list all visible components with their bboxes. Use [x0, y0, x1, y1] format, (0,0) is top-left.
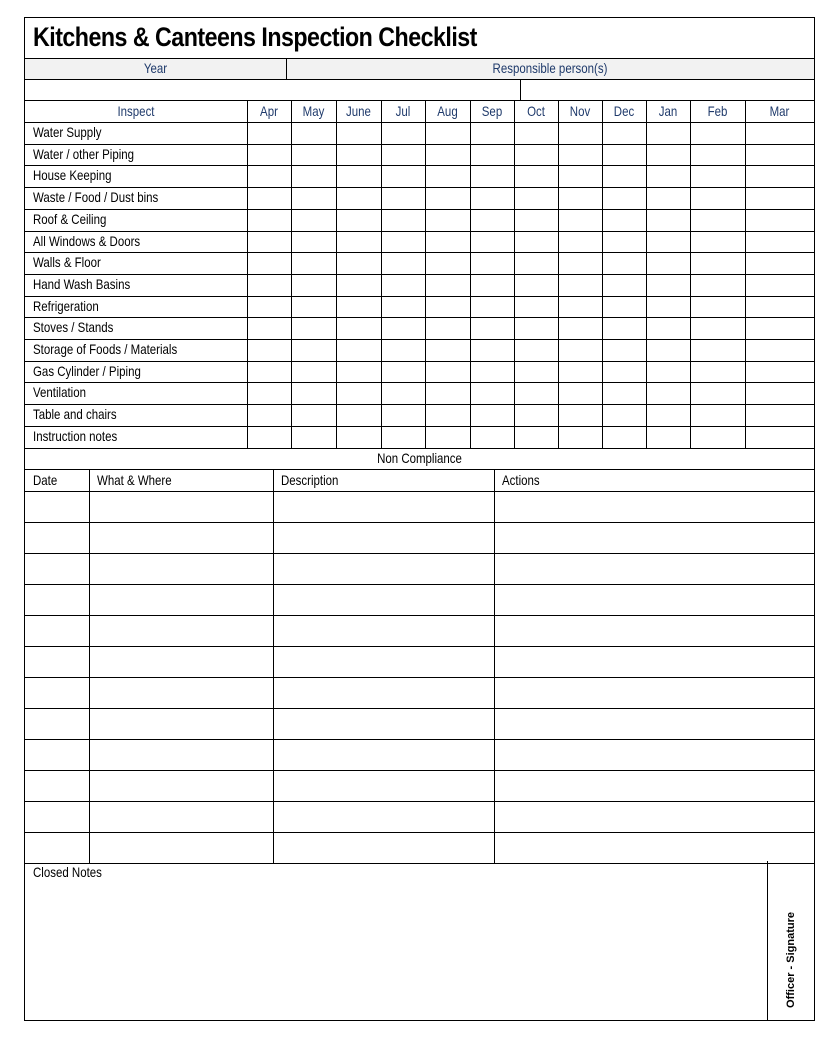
check-cell[interactable]	[291, 361, 336, 383]
check-cell[interactable]	[425, 231, 470, 253]
check-cell[interactable]	[690, 165, 745, 187]
nc-cell[interactable]	[494, 739, 814, 770]
checklist-item-label: Storage of Foods / Materials	[33, 341, 178, 357]
check-cell[interactable]	[291, 187, 336, 209]
checklist-item-label: Ventilation	[33, 384, 86, 401]
nc-cell[interactable]	[273, 770, 494, 801]
check-cell[interactable]	[514, 274, 558, 296]
check-cell[interactable]	[470, 317, 514, 339]
check-cell[interactable]	[381, 404, 425, 426]
nc-cell[interactable]	[25, 522, 89, 553]
nc-cell[interactable]	[25, 801, 89, 832]
check-cell[interactable]	[247, 317, 291, 339]
check-cell[interactable]	[745, 426, 814, 448]
check-cell[interactable]	[336, 209, 381, 231]
check-cell[interactable]	[646, 165, 690, 187]
check-cell[interactable]	[690, 274, 745, 296]
check-cell[interactable]	[558, 252, 602, 274]
check-cell[interactable]	[690, 187, 745, 209]
check-cell[interactable]	[690, 361, 745, 383]
check-cell[interactable]	[514, 187, 558, 209]
nc-actions-header: Actions	[502, 472, 540, 488]
check-cell[interactable]	[247, 252, 291, 274]
nc-cell[interactable]	[89, 522, 273, 553]
nc-cell[interactable]	[273, 739, 494, 770]
check-cell[interactable]	[425, 165, 470, 187]
responsible-field[interactable]	[520, 79, 814, 100]
nc-cell[interactable]	[494, 615, 814, 646]
check-cell[interactable]	[646, 404, 690, 426]
check-cell[interactable]	[602, 122, 646, 144]
check-cell[interactable]	[247, 274, 291, 296]
check-cell[interactable]	[247, 187, 291, 209]
check-cell[interactable]	[558, 122, 602, 144]
inspect-header: Inspect	[117, 103, 155, 119]
check-cell[interactable]	[514, 252, 558, 274]
check-cell[interactable]	[514, 317, 558, 339]
check-cell[interactable]	[425, 404, 470, 426]
checklist-item-label: Roof & Ceiling	[33, 210, 107, 227]
check-cell[interactable]	[745, 404, 814, 426]
check-cell[interactable]	[247, 339, 291, 361]
nc-cell[interactable]	[25, 646, 89, 677]
nc-cell[interactable]	[89, 708, 273, 739]
nc-cell[interactable]	[25, 708, 89, 739]
check-cell[interactable]	[336, 382, 381, 404]
nc-cell[interactable]	[25, 770, 89, 801]
nc-cell[interactable]	[273, 832, 494, 863]
check-cell[interactable]	[602, 317, 646, 339]
check-cell[interactable]	[646, 317, 690, 339]
check-cell[interactable]	[291, 274, 336, 296]
check-cell[interactable]	[470, 404, 514, 426]
check-cell[interactable]	[745, 317, 814, 339]
nc-cell[interactable]	[494, 522, 814, 553]
check-cell[interactable]	[470, 165, 514, 187]
inspection-sheet	[24, 17, 815, 1021]
month-header-aug: Aug	[437, 103, 458, 119]
nc-cell[interactable]	[494, 553, 814, 584]
check-cell[interactable]	[690, 144, 745, 166]
checklist-item-label: House Keeping	[33, 167, 112, 184]
nc-cell[interactable]	[273, 677, 494, 708]
check-cell[interactable]	[745, 382, 814, 404]
nc-cell[interactable]	[25, 615, 89, 646]
checklist-item-label: Walls & Floor	[33, 254, 101, 271]
check-cell[interactable]	[558, 209, 602, 231]
year-field[interactable]	[25, 79, 520, 100]
checklist-item-label: Water / other Piping	[33, 145, 135, 162]
check-cell[interactable]	[425, 144, 470, 166]
checklist-item-label: Stoves / Stands	[33, 319, 114, 336]
nc-cell[interactable]	[25, 677, 89, 708]
check-cell[interactable]	[646, 231, 690, 253]
check-cell[interactable]	[514, 339, 558, 361]
check-cell[interactable]	[291, 165, 336, 187]
check-cell[interactable]	[425, 122, 470, 144]
nc-date-header: Date	[33, 472, 58, 488]
month-header-may: May	[302, 103, 325, 119]
check-cell[interactable]	[745, 231, 814, 253]
check-cell[interactable]	[514, 165, 558, 187]
check-cell[interactable]	[602, 382, 646, 404]
check-cell[interactable]	[514, 404, 558, 426]
check-cell[interactable]	[381, 144, 425, 166]
check-cell[interactable]	[336, 122, 381, 144]
check-cell[interactable]	[336, 339, 381, 361]
check-cell[interactable]	[690, 209, 745, 231]
check-cell[interactable]	[425, 361, 470, 383]
check-cell[interactable]	[336, 426, 381, 448]
nc-cell[interactable]	[89, 739, 273, 770]
nc-cell[interactable]	[89, 801, 273, 832]
nc-cell[interactable]	[89, 491, 273, 522]
check-cell[interactable]	[381, 187, 425, 209]
check-cell[interactable]	[470, 209, 514, 231]
check-cell[interactable]	[381, 209, 425, 231]
check-cell[interactable]	[558, 144, 602, 166]
nc-cell[interactable]	[273, 646, 494, 677]
check-cell[interactable]	[745, 339, 814, 361]
check-cell[interactable]	[514, 209, 558, 231]
check-cell[interactable]	[646, 339, 690, 361]
closed-notes-label: Closed Notes	[33, 864, 102, 880]
check-cell[interactable]	[690, 404, 745, 426]
check-cell[interactable]	[336, 252, 381, 274]
check-cell[interactable]	[745, 361, 814, 383]
check-cell[interactable]	[381, 274, 425, 296]
check-cell[interactable]	[514, 296, 558, 318]
check-cell[interactable]	[558, 426, 602, 448]
check-cell[interactable]	[336, 296, 381, 318]
check-cell[interactable]	[470, 426, 514, 448]
check-cell[interactable]	[291, 144, 336, 166]
check-cell[interactable]	[291, 296, 336, 318]
check-cell[interactable]	[646, 296, 690, 318]
check-cell[interactable]	[646, 252, 690, 274]
nc-cell[interactable]	[89, 832, 273, 863]
nc-cell[interactable]	[494, 708, 814, 739]
check-cell[interactable]	[470, 187, 514, 209]
check-cell[interactable]	[602, 404, 646, 426]
check-cell[interactable]	[646, 144, 690, 166]
check-cell[interactable]	[381, 122, 425, 144]
check-cell[interactable]	[336, 231, 381, 253]
nc-cell[interactable]	[89, 584, 273, 615]
check-cell[interactable]	[646, 122, 690, 144]
check-cell[interactable]	[381, 317, 425, 339]
nc-cell[interactable]	[273, 584, 494, 615]
check-cell[interactable]	[247, 122, 291, 144]
month-header-jan: Jan	[658, 103, 678, 119]
check-cell[interactable]	[470, 252, 514, 274]
nc-cell[interactable]	[273, 801, 494, 832]
check-cell[interactable]	[336, 361, 381, 383]
check-cell[interactable]	[690, 296, 745, 318]
check-cell[interactable]	[646, 187, 690, 209]
nc-cell[interactable]	[273, 522, 494, 553]
check-cell[interactable]	[247, 361, 291, 383]
check-cell[interactable]	[558, 274, 602, 296]
nc-cell[interactable]	[273, 615, 494, 646]
nc-cell[interactable]	[273, 491, 494, 522]
check-cell[interactable]	[381, 165, 425, 187]
month-header-oct: Oct	[527, 103, 545, 119]
check-cell[interactable]	[336, 144, 381, 166]
nc-cell[interactable]	[89, 677, 273, 708]
nc-cell[interactable]	[494, 584, 814, 615]
check-cell[interactable]	[336, 404, 381, 426]
check-cell[interactable]	[381, 339, 425, 361]
check-cell[interactable]	[745, 296, 814, 318]
check-cell[interactable]	[514, 426, 558, 448]
nc-cell[interactable]	[494, 770, 814, 801]
check-cell[interactable]	[425, 296, 470, 318]
check-cell[interactable]	[646, 209, 690, 231]
check-cell[interactable]	[291, 339, 336, 361]
responsible-label: Responsible person(s)	[492, 60, 608, 76]
check-cell[interactable]	[247, 144, 291, 166]
non-compliance-title: Non Compliance	[377, 450, 462, 466]
check-cell[interactable]	[558, 187, 602, 209]
nc-cell[interactable]	[25, 739, 89, 770]
month-header-apr: Apr	[260, 103, 278, 119]
check-cell[interactable]	[602, 187, 646, 209]
page-title: Kitchens & Canteens Inspection Checklist	[33, 22, 477, 52]
check-cell[interactable]	[336, 274, 381, 296]
check-cell[interactable]	[425, 426, 470, 448]
check-cell[interactable]	[602, 231, 646, 253]
check-cell[interactable]	[381, 382, 425, 404]
nc-cell[interactable]	[494, 677, 814, 708]
check-cell[interactable]	[745, 274, 814, 296]
nc-cell[interactable]	[25, 832, 89, 863]
check-cell[interactable]	[247, 426, 291, 448]
check-cell[interactable]	[558, 404, 602, 426]
check-cell[interactable]	[602, 165, 646, 187]
check-cell[interactable]	[291, 209, 336, 231]
check-cell[interactable]	[602, 144, 646, 166]
check-cell[interactable]	[514, 382, 558, 404]
check-cell[interactable]	[646, 274, 690, 296]
check-cell[interactable]	[425, 252, 470, 274]
checklist-item-label: Instruction notes	[33, 427, 118, 444]
nc-what-where-header: What & Where	[97, 472, 172, 488]
check-cell[interactable]	[602, 426, 646, 448]
check-cell[interactable]	[690, 122, 745, 144]
check-cell[interactable]	[425, 317, 470, 339]
checklist-item-label: Gas Cylinder / Piping	[33, 362, 141, 379]
nc-cell[interactable]	[494, 491, 814, 522]
check-cell[interactable]	[558, 361, 602, 383]
check-cell[interactable]	[381, 231, 425, 253]
check-cell[interactable]	[745, 187, 814, 209]
nc-cell[interactable]	[494, 801, 814, 832]
check-cell[interactable]	[514, 361, 558, 383]
check-cell[interactable]	[558, 382, 602, 404]
check-cell[interactable]	[291, 231, 336, 253]
check-cell[interactable]	[745, 122, 814, 144]
check-cell[interactable]	[291, 404, 336, 426]
check-cell[interactable]	[381, 361, 425, 383]
nc-cell[interactable]	[89, 770, 273, 801]
check-cell[interactable]	[690, 252, 745, 274]
check-cell[interactable]	[291, 122, 336, 144]
check-cell[interactable]	[336, 317, 381, 339]
month-header-sep: Sep	[481, 103, 503, 119]
nc-cell[interactable]	[25, 491, 89, 522]
check-cell[interactable]	[247, 296, 291, 318]
year-label: Year	[143, 60, 168, 76]
month-header-dec: Dec	[613, 103, 635, 119]
check-cell[interactable]	[558, 296, 602, 318]
check-cell[interactable]	[470, 122, 514, 144]
check-cell[interactable]	[745, 144, 814, 166]
checklist-item-label: Refrigeration	[33, 297, 99, 314]
month-header-jul: Jul	[395, 103, 411, 119]
check-cell[interactable]	[690, 382, 745, 404]
check-cell[interactable]	[247, 165, 291, 187]
check-cell[interactable]	[558, 165, 602, 187]
check-cell[interactable]	[470, 361, 514, 383]
check-cell[interactable]	[602, 209, 646, 231]
officer-signature-box[interactable]	[767, 900, 815, 1020]
check-cell[interactable]	[336, 165, 381, 187]
checklist-item-label: All Windows & Doors	[33, 232, 141, 249]
check-cell[interactable]	[690, 231, 745, 253]
check-cell[interactable]	[470, 296, 514, 318]
check-cell[interactable]	[602, 361, 646, 383]
nc-cell[interactable]	[494, 646, 814, 677]
nc-cell[interactable]	[273, 553, 494, 584]
check-cell[interactable]	[425, 382, 470, 404]
check-cell[interactable]	[247, 209, 291, 231]
nc-cell[interactable]	[25, 584, 89, 615]
check-cell[interactable]	[291, 317, 336, 339]
month-header-feb: Feb	[707, 103, 728, 119]
check-cell[interactable]	[646, 361, 690, 383]
check-cell[interactable]	[425, 209, 470, 231]
check-cell[interactable]	[247, 382, 291, 404]
nc-cell[interactable]	[89, 646, 273, 677]
check-cell[interactable]	[514, 231, 558, 253]
check-cell[interactable]	[602, 339, 646, 361]
check-cell[interactable]	[745, 252, 814, 274]
check-cell[interactable]	[381, 296, 425, 318]
check-cell[interactable]	[381, 252, 425, 274]
check-cell[interactable]	[470, 231, 514, 253]
checklist-item-label: Water Supply	[33, 124, 102, 140]
check-cell[interactable]	[558, 339, 602, 361]
check-cell[interactable]	[690, 426, 745, 448]
check-cell[interactable]	[425, 274, 470, 296]
month-header-june: June	[346, 103, 371, 119]
check-cell[interactable]	[745, 209, 814, 231]
checklist-item-label: Hand Wash Basins	[33, 275, 131, 292]
month-header-mar: Mar	[769, 103, 790, 119]
nc-description-header: Description	[281, 472, 339, 488]
check-cell[interactable]	[745, 165, 814, 187]
nc-cell[interactable]	[25, 553, 89, 584]
check-cell[interactable]	[514, 122, 558, 144]
check-cell[interactable]	[247, 231, 291, 253]
month-header-nov: Nov	[569, 103, 591, 119]
officer-signature-label: Officer - Signature	[785, 912, 797, 1008]
check-cell[interactable]	[425, 339, 470, 361]
check-cell[interactable]	[247, 404, 291, 426]
check-cell[interactable]	[514, 144, 558, 166]
check-cell[interactable]	[381, 426, 425, 448]
check-cell[interactable]	[470, 274, 514, 296]
closed-notes-area[interactable]	[25, 862, 767, 1020]
check-cell[interactable]	[470, 382, 514, 404]
check-cell[interactable]	[470, 144, 514, 166]
check-cell[interactable]	[602, 274, 646, 296]
check-cell[interactable]	[558, 231, 602, 253]
check-cell[interactable]	[558, 317, 602, 339]
check-cell[interactable]	[690, 317, 745, 339]
check-cell[interactable]	[646, 382, 690, 404]
check-cell[interactable]	[646, 426, 690, 448]
check-cell[interactable]	[425, 187, 470, 209]
nc-cell[interactable]	[494, 832, 814, 863]
check-cell[interactable]	[602, 252, 646, 274]
check-cell[interactable]	[291, 382, 336, 404]
nc-cell[interactable]	[89, 553, 273, 584]
check-cell[interactable]	[602, 296, 646, 318]
check-cell[interactable]	[291, 426, 336, 448]
check-cell[interactable]	[291, 252, 336, 274]
check-cell[interactable]	[690, 339, 745, 361]
nc-cell[interactable]	[89, 615, 273, 646]
checklist-item-label: Table and chairs	[33, 406, 117, 423]
check-cell[interactable]	[336, 187, 381, 209]
nc-cell[interactable]	[273, 708, 494, 739]
check-cell[interactable]	[470, 339, 514, 361]
checklist-item-label: Waste / Food / Dust bins	[33, 189, 159, 206]
